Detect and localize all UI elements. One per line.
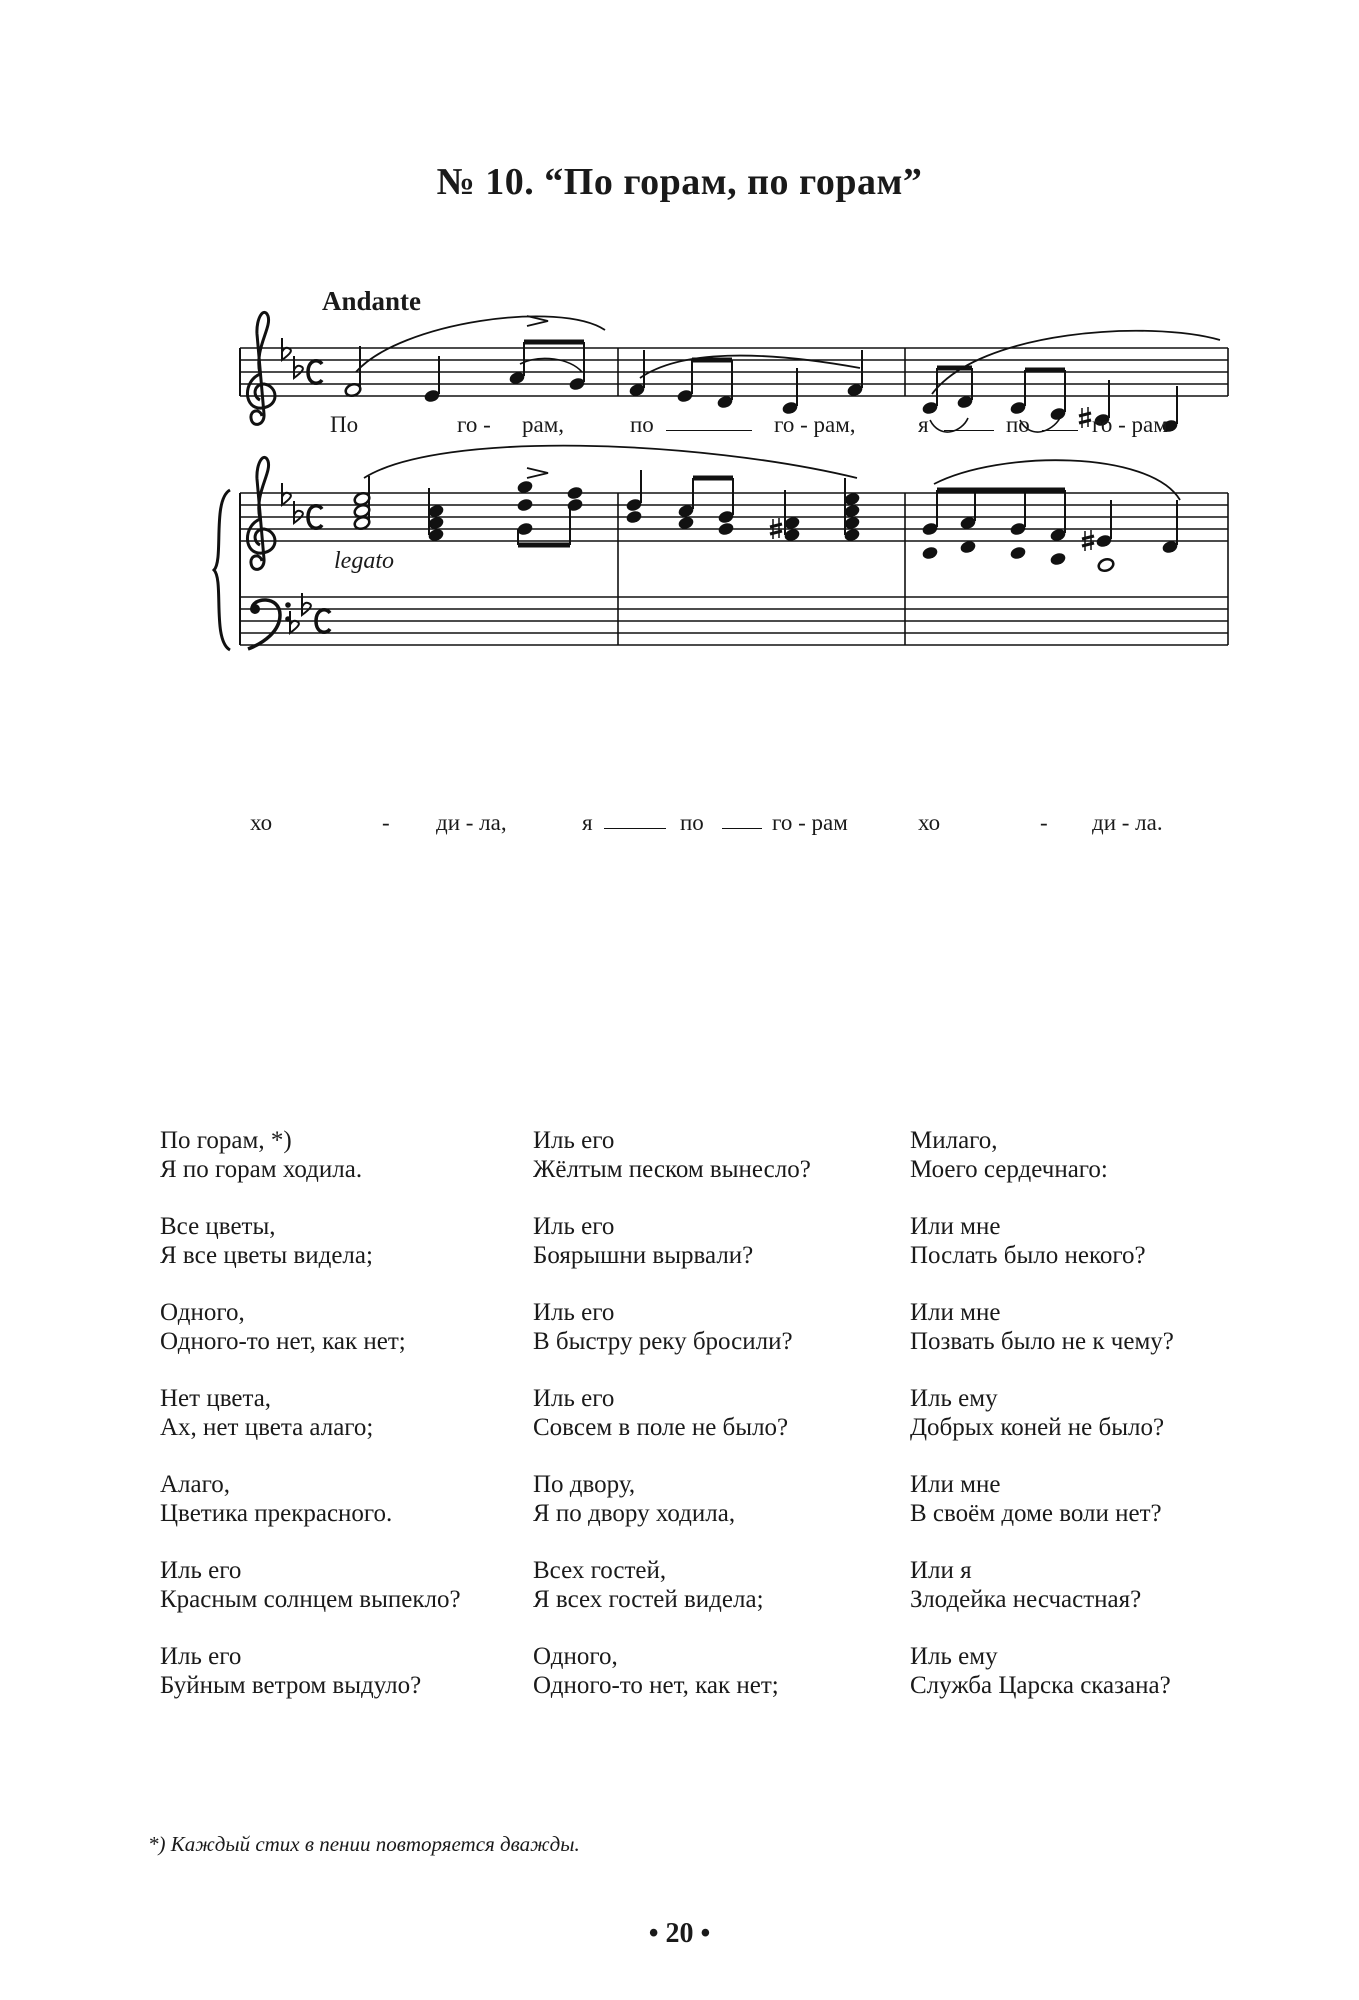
stanza: Или мне В своём доме воли нет? (910, 1471, 1162, 1527)
stanza: По двору, Я по двору ходила, (533, 1471, 736, 1527)
stanza: Иль ему Служба Царска сказана? (910, 1643, 1171, 1699)
lyric-syllable: го - (457, 412, 491, 437)
page-number: • 20 • (648, 1918, 711, 1949)
expression-marking: legato (334, 548, 394, 574)
tempo-marking: Andante (322, 286, 422, 316)
stanza: Или мне Послать было некого? (910, 1213, 1146, 1269)
stanza: Иль его В быстру реку бросили? (533, 1299, 793, 1355)
lyric-syllable: хо (918, 810, 941, 835)
lyric-syllable: ди - ла, (436, 810, 507, 835)
stanza: Или я Злодейка несчастная? (910, 1557, 1142, 1613)
stanza: Иль его Боярышни вырвали? (533, 1213, 754, 1269)
page-title: № 10. “По горам, по горам” (436, 161, 923, 203)
lyric-syllable: рам, (522, 412, 565, 437)
lyric-syllable: хо (250, 810, 273, 835)
stanza: Иль ему Добрых коней не было? (910, 1385, 1165, 1441)
stanza: Иль его Буйным ветром выдуло? (160, 1643, 422, 1699)
lyric-syllable: ди - ла. (1092, 810, 1163, 835)
lyric-syllable: - (1040, 810, 1048, 835)
stanza: Иль его Совсем в поле не было? (533, 1385, 789, 1441)
stanza: Всех гостей, Я всех гостей видела; (533, 1557, 764, 1613)
lyric-syllable: я (918, 412, 929, 437)
lyric-syllable: По (330, 412, 359, 437)
stanza-column-1 (160, 1126, 540, 1728)
lyric-syllable: я (582, 810, 593, 835)
lyric-syllable: - (382, 810, 390, 835)
system-1 (214, 348, 1228, 650)
stanza: Или мне Позвать было не к чему? (910, 1299, 1174, 1355)
stanza-column-3 (910, 1126, 1290, 1728)
lyric-syllable: по (680, 810, 704, 835)
stanza: По горам, *) Я по горам ходила. (160, 1127, 363, 1183)
stanza: Милаго, Моего сердечнаго: (910, 1127, 1108, 1183)
footnote: *) Каждый стих в пении повторяется дважды. (148, 1832, 580, 1856)
lyric-syllable: по (1006, 412, 1030, 437)
lyric-syllable: го - рам, (774, 412, 856, 437)
stanza: Нет цвета, Ах, нет цвета алаго; (160, 1385, 374, 1441)
stanza: Одного, Одного-то нет, как нет; (160, 1299, 406, 1355)
stanza-column-2 (533, 1126, 913, 1728)
lyric-syllable: го - рам (1092, 412, 1168, 437)
lyric-syllable: го - рам (772, 810, 848, 835)
stanza: Все цветы, Я все цветы видела; (160, 1213, 373, 1269)
voice-notes-m3 (921, 331, 1220, 434)
stanza: Одного, Одного-то нет, как нет; (533, 1643, 779, 1699)
stanza: Иль его Красным солнцем выпекло? (160, 1557, 461, 1613)
lyric-syllable: по (630, 412, 654, 437)
stanza: Иль его Жёлтым песком вынесло? (533, 1127, 811, 1183)
piano-rh-s1 (353, 446, 1180, 573)
stanza: Алаго, Цветика прекрасного. (160, 1471, 393, 1527)
